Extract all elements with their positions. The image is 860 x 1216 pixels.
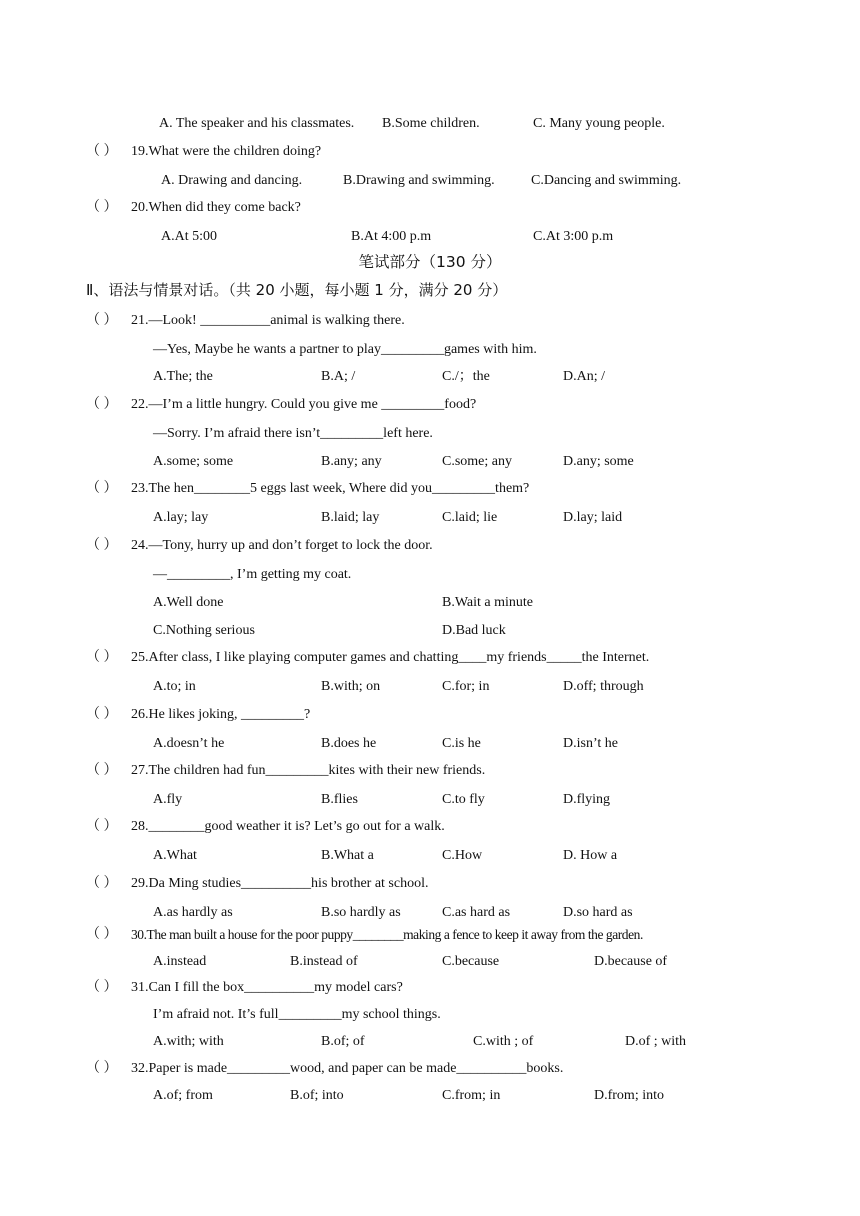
q20-option-c: C.At 3:00 p.m <box>533 229 614 244</box>
q24-option-b: B.Wait a minute <box>442 595 534 610</box>
question-stem: 32.Paper is made_________wood, and paper can be made__________books. <box>131 1061 564 1076</box>
q21-option-d: D.An; / <box>563 369 605 384</box>
question-stem: 27.The children had fun_________kites with their new friends. <box>131 763 486 778</box>
q31-option-d: D.of ; with <box>625 1034 687 1049</box>
q29-option-c: C.as hard as <box>442 905 511 920</box>
q24-option-d: D.Bad luck <box>442 623 506 638</box>
q26-option-d: D.isn’t he <box>563 736 618 751</box>
question-dialogue-line: —Yes, Maybe he wants a partner to play_________games with him. <box>153 342 537 357</box>
q18-option-b: B.Some children. <box>382 116 480 131</box>
answer-paren: （ ） <box>86 144 118 159</box>
answer-paren: （ ） <box>86 1061 118 1076</box>
q32-option-a: A.of; from <box>153 1088 213 1103</box>
question-dialogue-line: I’m afraid not. It’s full_________my school things. <box>153 1007 441 1022</box>
q25-option-a: A.to; in <box>153 679 196 694</box>
answer-paren: （ ） <box>86 927 118 942</box>
q23-option-d: D.lay; laid <box>563 510 623 525</box>
q21-option-a: A.The; the <box>153 369 213 384</box>
q28-option-d: D. How a <box>563 848 618 863</box>
answer-paren: （ ） <box>86 313 118 328</box>
answer-paren: （ ） <box>86 819 118 834</box>
q32-option-c: C.from; in <box>442 1088 501 1103</box>
q19-option-b: B.Drawing and swimming. <box>343 173 495 188</box>
question-stem: 30.The man built a house for the poor puppy________making a fence to keep it away from the garden. <box>131 927 643 942</box>
answer-paren: （ ） <box>86 980 118 995</box>
written-part-title: 笔试部分（130 分） <box>358 253 502 271</box>
q25-option-b: B.with; on <box>321 679 381 694</box>
q31-option-c: C.with ; of <box>473 1034 534 1049</box>
question-stem: 22.—I’m a little hungry. Could you give me _________food? <box>131 397 477 412</box>
answer-paren: （ ） <box>86 538 118 553</box>
q27-option-c: C.to fly <box>442 792 485 807</box>
q27-option-a: A.fly <box>153 792 183 807</box>
q24-option-a: A.Well done <box>153 595 224 610</box>
q32-option-d: D.from; into <box>594 1088 664 1103</box>
q22-option-c: C.some; any <box>442 454 512 469</box>
question-stem: 24.—Tony, hurry up and don’t forget to lock the door. <box>131 538 433 553</box>
q29-option-b: B.so hardly as <box>321 905 401 920</box>
q30-option-b: B.instead of <box>290 954 358 969</box>
question-stem: 28.________good weather it is? Let’s go out for a walk. <box>131 819 445 834</box>
question-stem: 20.When did they come back? <box>131 200 301 215</box>
question-stem: 26.He likes joking, _________? <box>131 707 311 722</box>
answer-paren: （ ） <box>86 650 118 665</box>
q29-option-a: A.as hardly as <box>153 905 233 920</box>
q26-option-a: A.doesn’t he <box>153 736 225 751</box>
answer-paren: （ ） <box>86 707 118 722</box>
q26-option-b: B.does he <box>321 736 377 751</box>
q28-option-a: A.What <box>153 848 197 863</box>
question-dialogue-line: —_________, I’m getting my coat. <box>153 567 352 582</box>
q18-option-a: A. The speaker and his classmates. <box>159 116 355 131</box>
q19-option-a: A. Drawing and dancing. <box>161 173 303 188</box>
q27-option-b: B.flies <box>321 792 358 807</box>
answer-paren: （ ） <box>86 876 118 891</box>
q27-option-d: D.flying <box>563 792 611 807</box>
q30-option-d: D.because of <box>594 954 668 969</box>
question-stem: 25.After class, I like playing computer games and chatting____my friends_____the Internet. <box>131 650 650 665</box>
q24-option-c: C.Nothing serious <box>153 623 255 638</box>
answer-paren: （ ） <box>86 397 118 412</box>
q23-option-b: B.laid; lay <box>321 510 380 525</box>
q29-option-d: D.so hard as <box>563 905 633 920</box>
q20-option-a: A.At 5:00 <box>161 229 217 244</box>
answer-paren: （ ） <box>86 763 118 778</box>
q26-option-c: C.is he <box>442 736 481 751</box>
q25-option-c: C.for; in <box>442 679 490 694</box>
q28-option-b: B.What a <box>321 848 374 863</box>
q22-option-d: D.any; some <box>563 454 634 469</box>
q28-option-c: C.How <box>442 848 483 863</box>
q22-option-a: A.some; some <box>153 454 234 469</box>
q20-option-b: B.At 4:00 p.m <box>351 229 432 244</box>
question-stem: 29.Da Ming studies__________his brother at school. <box>131 876 429 891</box>
q21-option-b: B.A; / <box>321 369 356 384</box>
q25-option-d: D.off; through <box>563 679 644 694</box>
answer-paren: （ ） <box>86 481 118 496</box>
section-2-heading: Ⅱ、语法与情景对话。（共 20 小题，每小题 1 分，满分 20 分） <box>86 281 508 299</box>
q22-option-b: B.any; any <box>321 454 382 469</box>
question-stem: 31.Can I fill the box__________my model cars? <box>131 980 403 995</box>
q31-option-a: A.with; with <box>153 1034 224 1049</box>
answer-paren: （ ） <box>86 200 118 215</box>
q31-option-b: B.of; of <box>321 1034 365 1049</box>
question-dialogue-line: —Sorry. I’m afraid there isn’t_________left here. <box>153 426 433 441</box>
q23-option-c: C.laid; lie <box>442 510 498 525</box>
question-stem: 21.—Look! __________animal is walking there. <box>131 313 405 328</box>
q30-option-c: C.because <box>442 954 500 969</box>
q30-option-a: A.instead <box>153 954 207 969</box>
q18-option-c: C. Many young people. <box>533 116 665 131</box>
q23-option-a: A.lay; lay <box>153 510 209 525</box>
q19-option-c: C.Dancing and swimming. <box>531 173 682 188</box>
question-stem: 19.What were the children doing? <box>131 144 322 159</box>
q21-option-c: C./；the <box>442 369 490 384</box>
question-stem: 23.The hen________5 eggs last week, Where did you_________them? <box>131 481 530 496</box>
q32-option-b: B.of; into <box>290 1088 344 1103</box>
